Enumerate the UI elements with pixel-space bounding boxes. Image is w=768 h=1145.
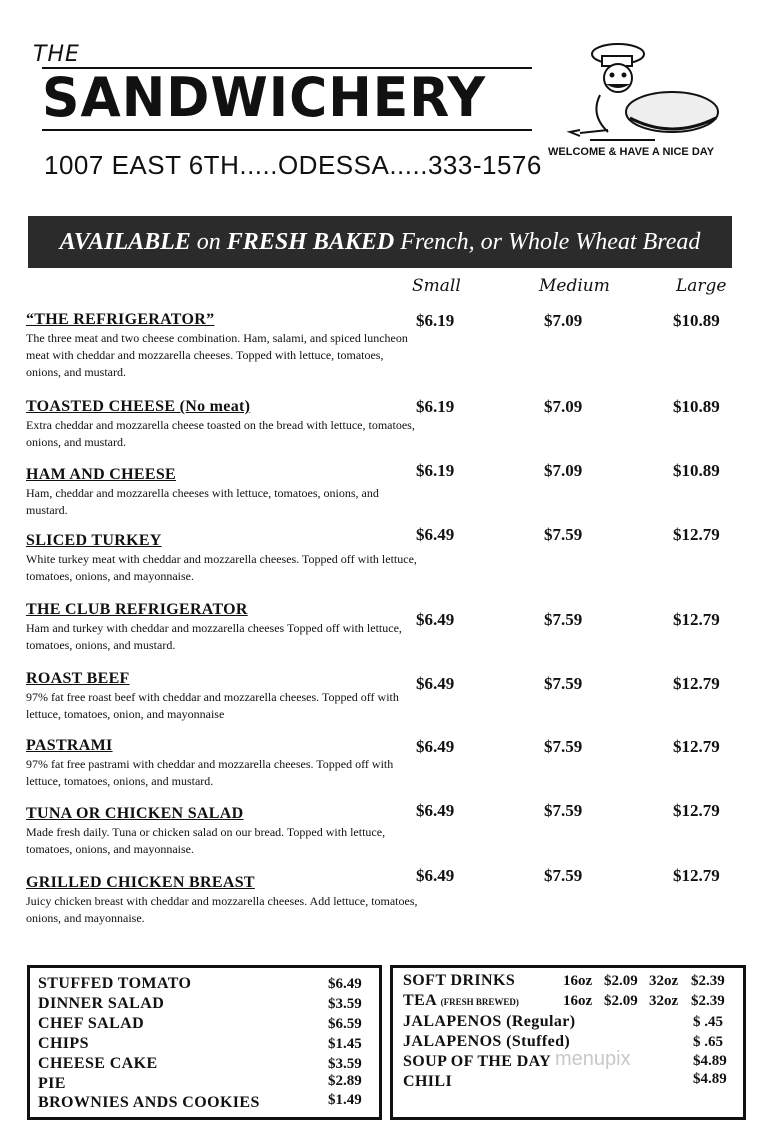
extra-price: $ .45 (693, 1014, 723, 1030)
side-price: $3.59 (328, 996, 362, 1012)
price-small: $6.49 (416, 801, 455, 820)
price-large: $10.89 (673, 461, 720, 480)
item-description: Ham, cheddar and mozzarella cheeses with lettuce, tomatoes, onions, and mustard. (26, 486, 379, 517)
price-medium: $7.09 (544, 461, 583, 480)
side-name: CHEF SALAD (38, 1015, 145, 1032)
drink-size: 16oz (563, 993, 593, 1009)
brand-the: THE (33, 42, 80, 67)
item-description: White turkey meat with cheddar and mozzarella cheeses. Topped off with lettuce, tomatoes, onions, and mayonnaise. (26, 552, 417, 583)
price-large: $10.89 (673, 311, 720, 330)
price-small: $6.49 (416, 525, 455, 544)
menu-item (26, 874, 418, 927)
price-medium: $7.09 (544, 397, 583, 416)
price-large: $10.89 (673, 397, 720, 416)
price-medium: $7.09 (544, 311, 583, 330)
extra-name: JALAPENOS (Stuffed) (403, 1033, 571, 1050)
price-small: $6.19 (416, 461, 455, 480)
chef-mascot-icon (560, 40, 730, 150)
drink-size: 32oz (649, 973, 679, 989)
price-medium: $7.59 (544, 866, 583, 885)
price-large: $12.79 (673, 737, 720, 756)
menu-item (26, 311, 418, 381)
drinks-box (390, 965, 746, 1120)
item-description: Juicy chicken breast with cheddar and mozzarella cheeses. Add lettuce, tomatoes, onions, and mayonnaise. (26, 894, 418, 925)
sides-box (27, 965, 382, 1120)
side-price: $1.45 (328, 1036, 362, 1052)
extra-price: $4.89 (693, 1071, 727, 1087)
extra-name: SOUP OF THE DAY (403, 1053, 552, 1070)
menu-item (26, 466, 418, 519)
item-description: 97% fat free roast beef with cheddar and mozzarella cheeses. Topped off with lettuce, tomatoes, onion, and mayonnaise (26, 690, 399, 721)
price-large: $12.79 (673, 525, 720, 544)
banner-available: AVAILABLE (59, 228, 191, 255)
tea-note: (FRESH BREWED) (440, 997, 519, 1007)
item-name: HAM AND CHEESE (26, 466, 176, 483)
price-large: $12.79 (673, 674, 720, 693)
size-header-large: Large (676, 276, 727, 296)
item-name: PASTRAMI (26, 737, 113, 754)
price-medium: $7.59 (544, 525, 583, 544)
banner-fresh-baked: FRESH BAKED (226, 228, 395, 255)
drink-name: SOFT DRINKS (403, 972, 516, 989)
size-header-medium: Medium (539, 276, 610, 296)
item-name: TOASTED CHEESE (No meat) (26, 398, 251, 415)
drink-size: 32oz (649, 993, 679, 1009)
drink-price: $2.39 (691, 973, 725, 989)
menu-item (26, 601, 418, 654)
welcome-tagline: WELCOME & HAVE A NICE DAY (548, 146, 715, 158)
price-medium: $7.59 (544, 610, 583, 629)
item-description: Ham and turkey with cheddar and mozzarella cheeses Topped off with lettuce, tomatoes, onions, and mustard. (26, 621, 402, 652)
item-name: GRILLED CHICKEN BREAST (26, 874, 255, 891)
watermark-text: menupix (555, 1048, 631, 1070)
drink-price: $2.09 (604, 993, 638, 1009)
item-description: Made fresh daily. Tuna or chicken salad on our bread. Topped with lettuce, tomatoes, onions, and mayonnaise. (26, 825, 386, 856)
side-name: CHEESE CAKE (38, 1055, 158, 1072)
price-small: $6.49 (416, 866, 455, 885)
side-name: CHIPS (38, 1035, 89, 1052)
price-large: $12.79 (673, 801, 720, 820)
menu-item (26, 398, 418, 451)
tea-label: TEA (403, 992, 437, 1009)
extra-price: $ .65 (693, 1034, 723, 1050)
side-price: $6.59 (328, 1016, 362, 1032)
side-price: $2.89 (328, 1073, 362, 1089)
item-name: THE CLUB REFRIGERATOR (26, 601, 248, 618)
item-description: Extra cheddar and mozzarella cheese toasted on the bread with lettuce, tomatoes, onions, and mustard. (26, 418, 415, 449)
drink-price: $2.39 (691, 993, 725, 1009)
size-header-small: Small (412, 276, 461, 296)
bread-banner (28, 216, 732, 268)
drink-size: 16oz (563, 973, 593, 989)
price-large: $12.79 (673, 866, 720, 885)
menu-item (26, 805, 418, 858)
price-large: $12.79 (673, 610, 720, 629)
menu-item (26, 532, 418, 585)
side-name: STUFFED TOMATO (38, 975, 192, 992)
extra-name: CHILI (403, 1073, 453, 1090)
item-name: “THE REFRIGERATOR” (26, 311, 215, 328)
header-rule-bottom (42, 129, 532, 131)
side-price: $6.49 (328, 976, 362, 992)
side-price: $3.59 (328, 1056, 362, 1072)
price-medium: $7.59 (544, 674, 583, 693)
side-name: BROWNIES ANDS COOKIES (38, 1094, 260, 1111)
side-price: $1.49 (328, 1092, 362, 1108)
price-small: $6.19 (416, 311, 455, 330)
price-small: $6.49 (416, 610, 455, 629)
brand-title: SANDWICHERY (42, 66, 487, 130)
drink-name (403, 992, 519, 1010)
extra-price: $4.89 (693, 1053, 727, 1069)
price-small: $6.49 (416, 737, 455, 756)
price-small: $6.49 (416, 674, 455, 693)
address-line: 1007 EAST 6TH.....ODESSA.....333-1576 (44, 150, 542, 180)
drink-price: $2.09 (604, 973, 638, 989)
side-name: DINNER SALAD (38, 995, 165, 1012)
banner-on: on (190, 228, 227, 255)
side-name: PIE (38, 1075, 66, 1092)
extra-name: JALAPENOS (Regular) (403, 1013, 576, 1030)
price-small: $6.19 (416, 397, 455, 416)
item-name: ROAST BEEF (26, 670, 130, 687)
menu-item (26, 670, 418, 723)
price-medium: $7.59 (544, 737, 583, 756)
item-name: TUNA OR CHICKEN SALAD (26, 805, 244, 822)
price-medium: $7.59 (544, 801, 583, 820)
menu-item (26, 737, 418, 790)
banner-bread-types: French, or Whole Wheat Bread (394, 228, 701, 255)
item-name: SLICED TURKEY (26, 532, 162, 549)
item-description: The three meat and two cheese combination. Ham, salami, and spiced luncheon meat with cheddar and mozzarella cheeses. Topped with lettuce, tomatoes, onions, and mustard. (26, 331, 408, 379)
item-description: 97% fat free pastrami with cheddar and mozzarella cheeses. Topped off with lettuce, tomatoes, onions, and mustard. (26, 757, 394, 788)
